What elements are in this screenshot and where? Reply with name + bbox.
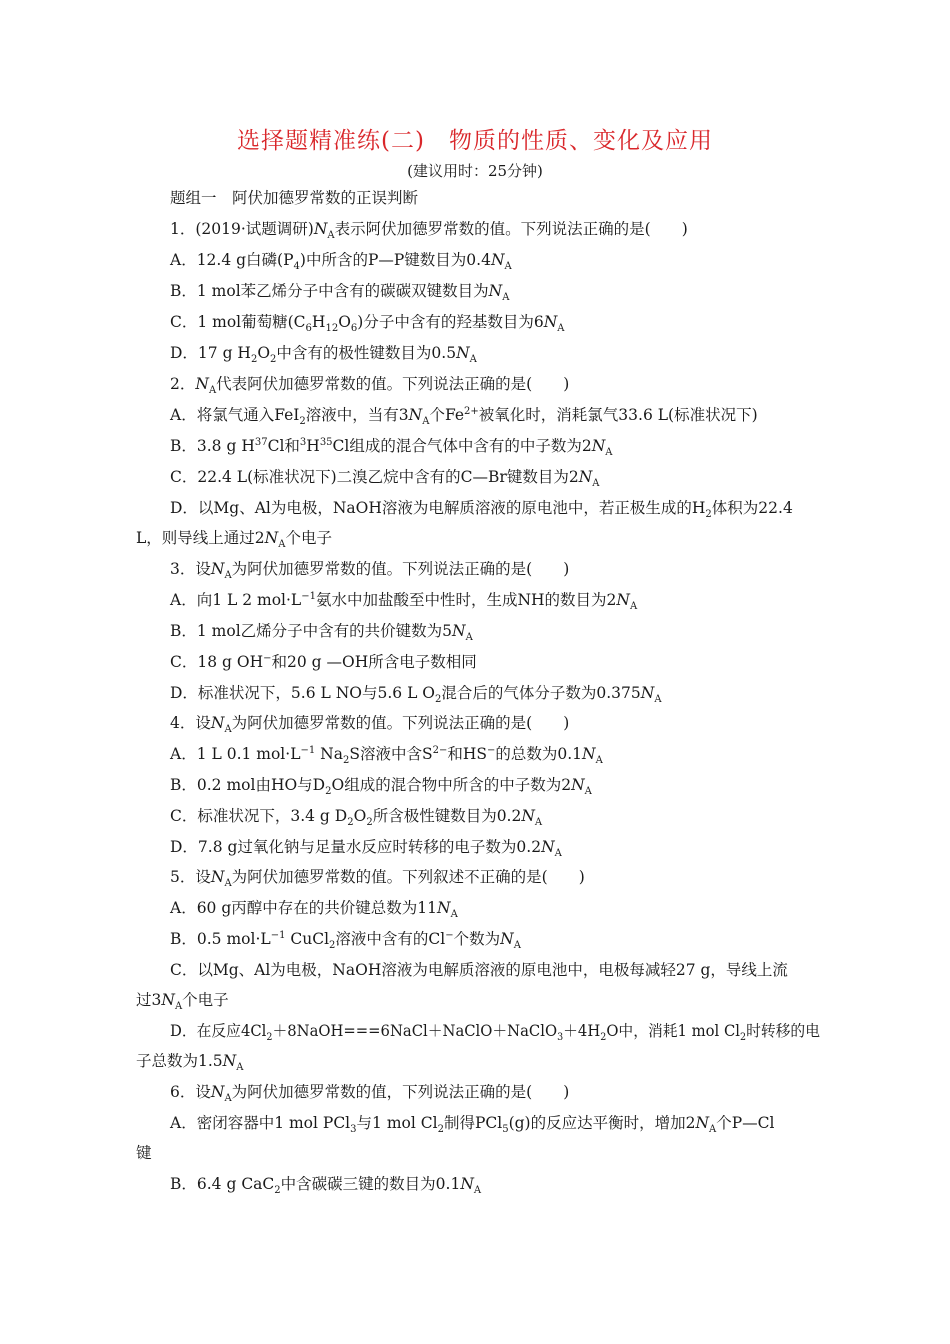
question-3-option-a: A．向1 L 2 $mol\cdot L^{-1}$氨水中加盐酸至中性时，生成NH的数目为$2N_A$ bbox=[170, 590, 638, 613]
question-5-option-c: C．以Mg、Al为电极，NaOH溶液为电解质溶液的原电池中，电极每减轻27 g，导线上流 bbox=[170, 961, 788, 979]
question-3-option-d: D．标准状况下，5.6 L NO与5.6 L $O_2$混合后的气体分子数为$0.375N_A$ bbox=[170, 684, 662, 706]
question-1-option-d: D．17 g $H_2O_2$中含有的极性键数目为$0.5N_A$ bbox=[170, 344, 477, 366]
question-6-option-a: A．密闭容器中1 mol PCl$_3$与1 mol $Cl_2$制得PCl$_5$(g)的反应达平衡时，增加$2N_A$个P—Cl bbox=[170, 1114, 775, 1136]
question-4-option-b: B．0.2 mol由HO与$D_2O$组成的混合物中所含的中子数为$2N_A$ bbox=[170, 776, 592, 798]
suggested-time: (建议用时：25分钟) bbox=[407, 162, 543, 180]
question-5-option-b: B．0.5 $mol\cdot L^{-1}$ CuCl$_2$溶液中含有的Cl−个数为$N_A$ bbox=[170, 929, 521, 952]
question-3-stem: 3．设$N_A$为阿伏加德罗常数的值。下列说法正确的是( ) bbox=[170, 560, 570, 582]
question-6-stem: 6．设$N_A$为阿伏加德罗常数的值，下列说法正确的是( ) bbox=[170, 1083, 570, 1105]
question-5-option-c-continued: 过$3N_A$个电子 bbox=[136, 991, 229, 1013]
question-3-option-b: B．1 mol乙烯分子中含有的共价键数为$5N_A$ bbox=[170, 622, 473, 644]
question-4-stem: 4．设$N_A$为阿伏加德罗常数的值。下列说法正确的是( ) bbox=[170, 714, 570, 736]
question-1-option-c: C．1 mol葡萄糖$(C_6H_{12}O_6)$分子中含有的羟基数目为$6N_A$ bbox=[170, 313, 565, 335]
question-4-option-a: A．1 L 0.1 $mol\cdot L^{-1}$ $Na_2S$溶液中含$S^{2-}$和HS−的总数为$0.1N_A$ bbox=[170, 744, 603, 767]
question-4-option-d: D．7.8 g过氧化钠与足量水反应时转移的电子数为$0.2N_A$ bbox=[170, 838, 562, 860]
question-5-stem: 5．设$N_A$为阿伏加德罗常数的值。下列叙述不正确的是( ) bbox=[170, 868, 585, 890]
question-6-option-b: B．6.4 g CaC$_2$中含碳碳三键的数目为$0.1N_A$ bbox=[170, 1175, 482, 1197]
question-5-option-d: D．在反应$4Cl_2+8NaOH===6NaCl+NaClO+NaClO_3+4H_2O$中，消耗1 mol $Cl_2$时转移的电 bbox=[170, 1022, 820, 1044]
question-6-option-a-continued: 键 bbox=[136, 1144, 152, 1162]
question-2-option-a: A．将氯气通入FeI$_2$溶液中，当有$3N_A$个$Fe^{2+}$被氧化时，消耗氯气33.6 L(标准状况下) bbox=[170, 405, 758, 428]
question-2-option-b: B．3.8 g $H^{37}Cl$和$^3H^{35}Cl$组成的混合气体中含有的中子数为$2N_A$ bbox=[170, 436, 613, 459]
question-1-stem: 1．(2019·试题调研)$N_A$表示阿伏加德罗常数的值。下列说法正确的是( ) bbox=[170, 220, 688, 242]
question-5-option-d-continued: 子总数为$1.5N_A$ bbox=[136, 1052, 244, 1074]
question-1-option-b: B．1 mol苯乙烯分子中含有的碳碳双键数目为$N_A$ bbox=[170, 282, 510, 304]
question-4-option-c: C．标准状况下，3.4 g $D_2O_2$所含极性键数目为$0.2N_A$ bbox=[170, 807, 543, 829]
question-group-heading: 题组一 阿伏加德罗常数的正误判断 bbox=[170, 189, 419, 207]
question-2-stem: 2．$N_A$代表阿伏加德罗常数的值。下列说法正确的是( ) bbox=[170, 375, 570, 397]
question-5-option-a: A．60 g丙醇中存在的共价键总数为$11N_A$ bbox=[170, 899, 458, 921]
question-2-option-d-continued: L，则导线上通过$2N_A$个电子 bbox=[136, 529, 332, 551]
page-title: 选择题精准练(二) 物质的性质、变化及应用 bbox=[237, 128, 713, 154]
question-3-option-c: C．18 g OH−和20 g —OH所含电子数相同 bbox=[170, 652, 477, 671]
question-2-option-d: D．以Mg、Al为电极，NaOH溶液为电解质溶液的原电池中，若正极生成的$H_2$体积为22.4 bbox=[170, 499, 793, 521]
question-2-option-c: C．22.4 L(标准状况下)二溴乙烷中含有的C—Br键数目为$2N_A$ bbox=[170, 468, 600, 490]
question-1-option-a: A．12.4 g白磷$(P_4)$中所含的P—P键数目为$0.4N_A$ bbox=[170, 251, 512, 273]
